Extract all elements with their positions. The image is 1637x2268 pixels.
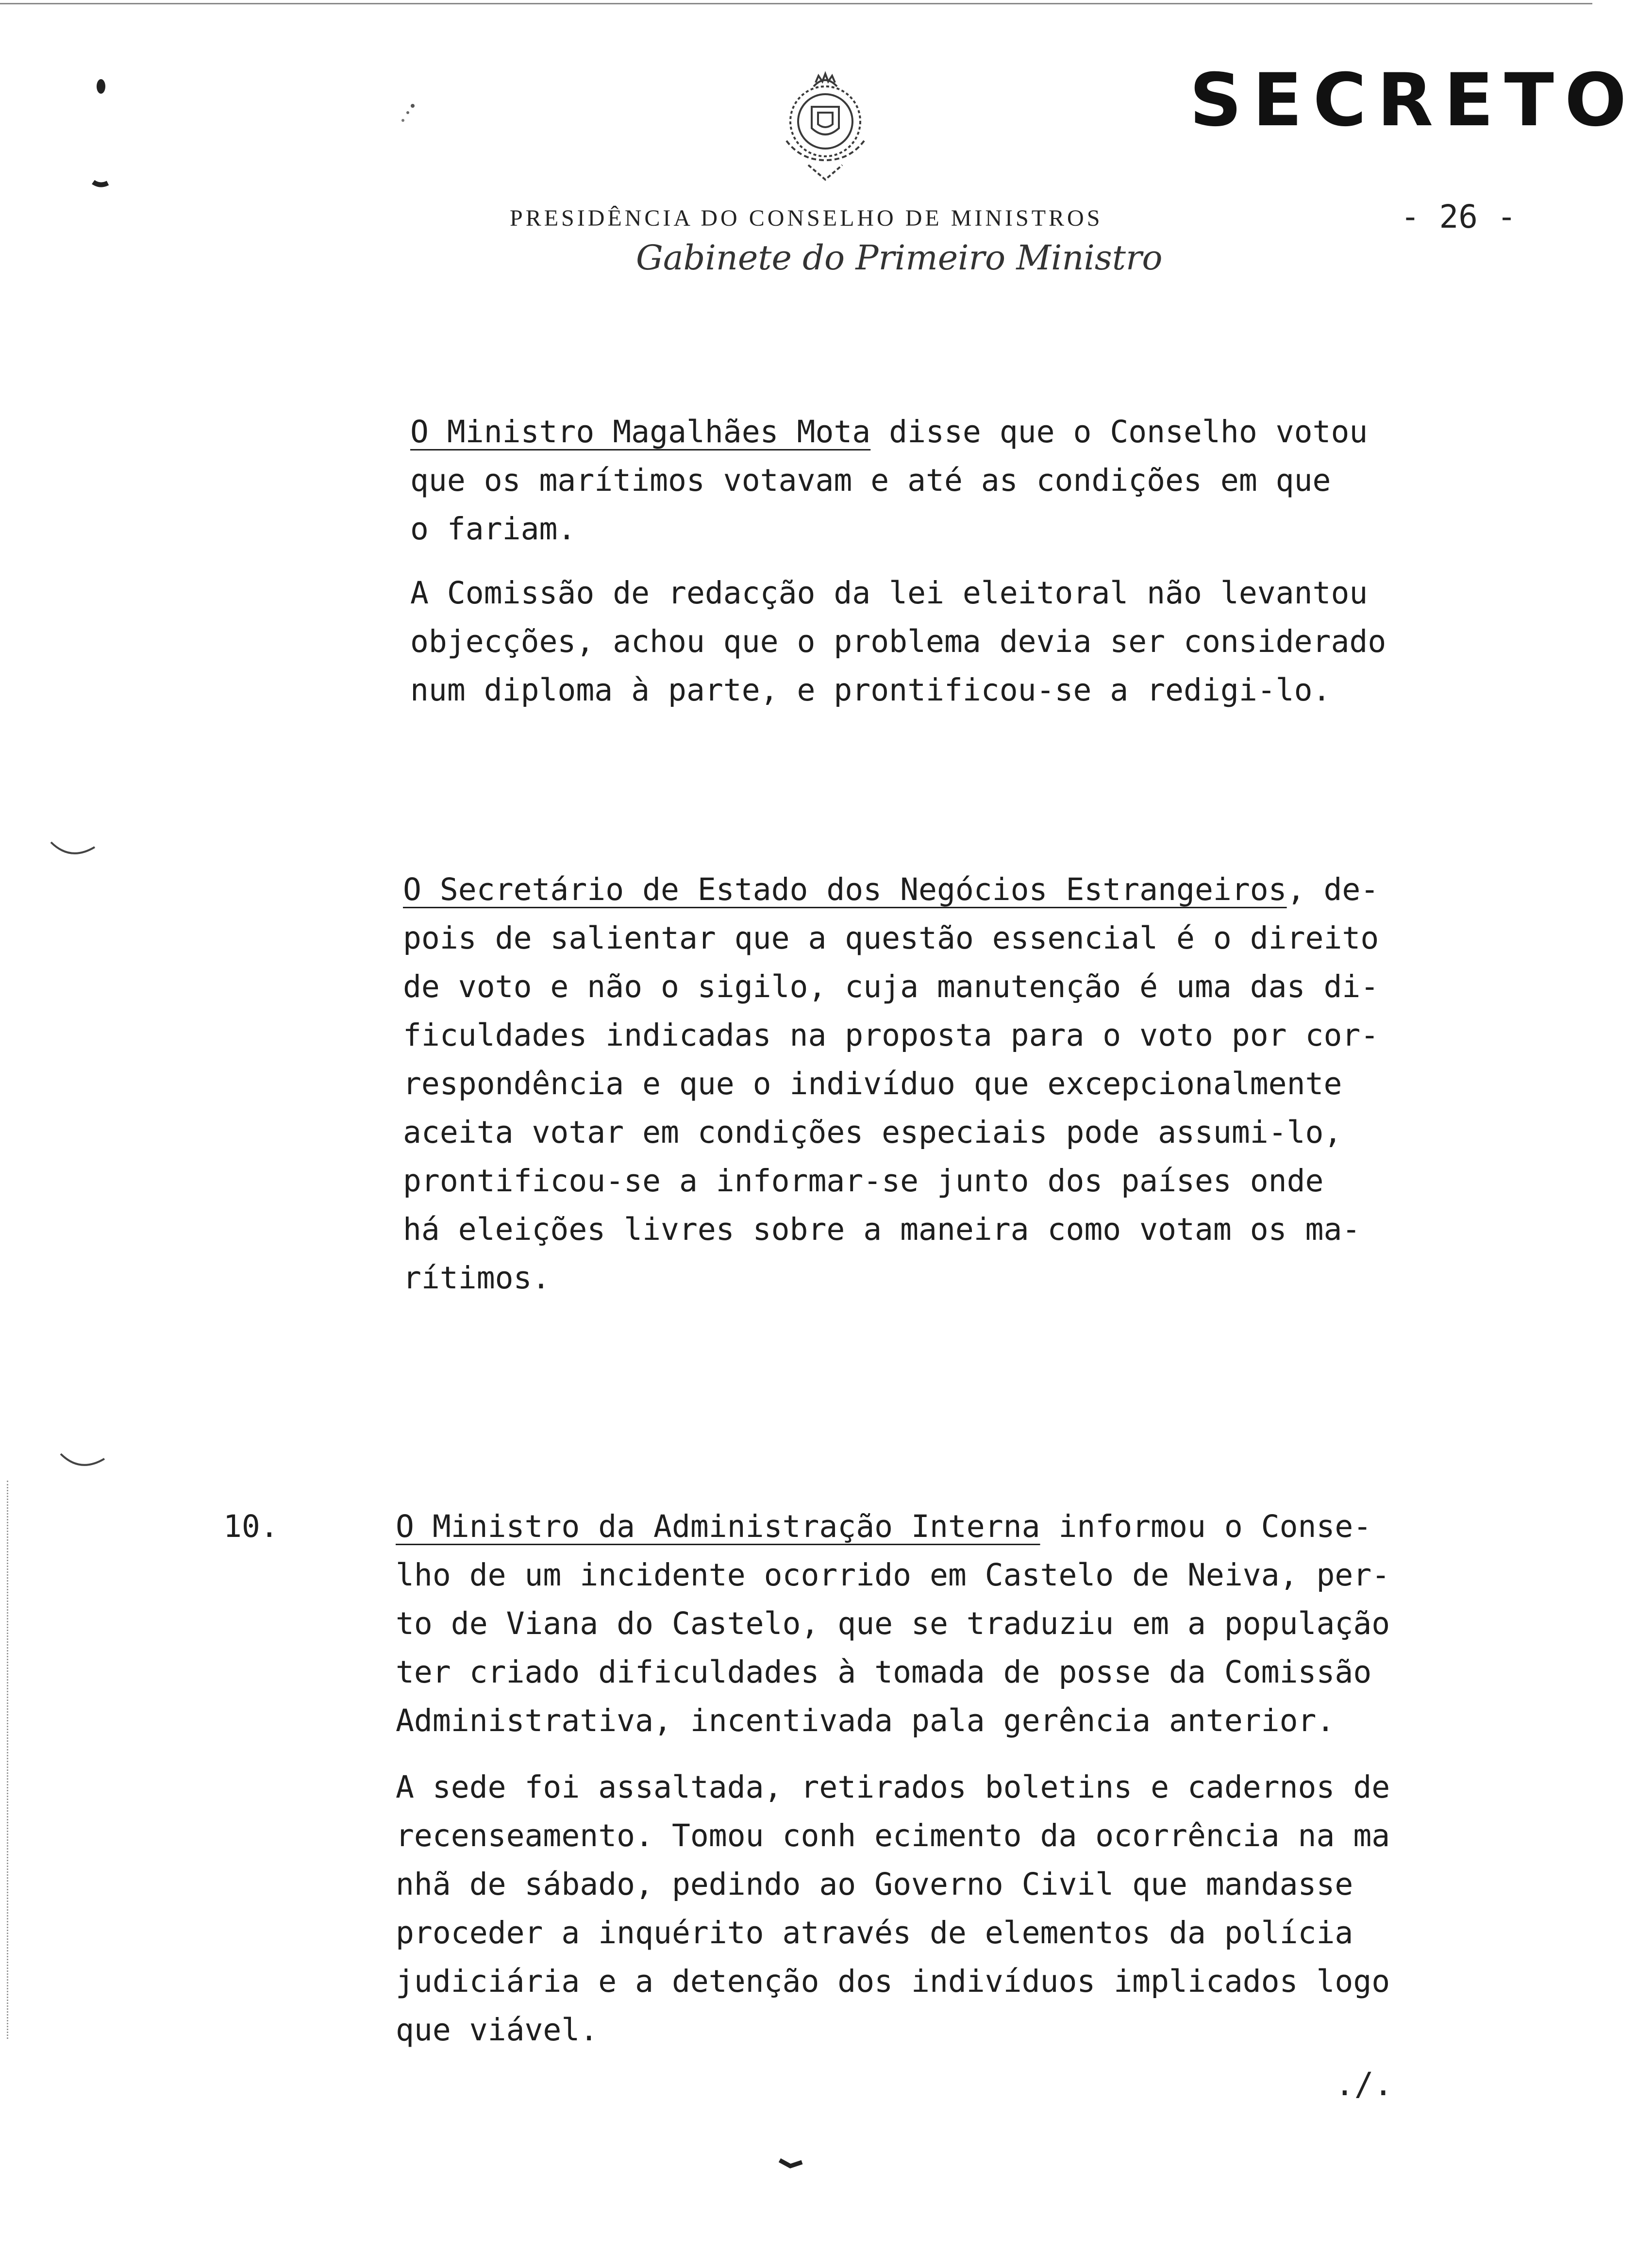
speaker-name: O Ministro da Administração Interna (396, 1509, 1040, 1544)
paragraph-2 (410, 569, 1386, 715)
paragraph-line: objecções, achou que o problema devia ser considerado (410, 624, 1386, 659)
paragraph-line: ficuldades indicadas na proposta para o voto por cor- (403, 1017, 1379, 1053)
paragraph-line: prontificou-se a informar-se junto dos países onde (403, 1163, 1324, 1199)
punch-hole-mark-icon (58, 1451, 107, 1471)
top-edge-rule (0, 3, 1592, 4)
paragraph-line: pois de salientar que a questão essencial é o direito (403, 920, 1379, 956)
speck-marks (384, 97, 422, 136)
coat-of-arms-seal-icon (767, 68, 884, 189)
speaker-name: O Secretário de Estado dos Negócios Estrangeiros (403, 872, 1287, 907)
left-edge-dotted-line (7, 1481, 10, 2039)
paragraph-line: Administrativa, incentivada pala gerência anterior. (396, 1703, 1335, 1738)
paragraph-line: , de- (1286, 872, 1379, 907)
paragraph-line: judiciária e a detenção dos indivíduos implicados logo (396, 1964, 1390, 1999)
paragraph-line: de voto e não o sigilo, cuja manutenção é uma das di- (403, 969, 1379, 1004)
speck-marks (777, 2155, 806, 2175)
paragraph-1 (410, 408, 1368, 553)
paragraph-line: respondência e que o indivíduo que excepcionalmente (403, 1066, 1342, 1101)
classification-stamp: SECRETO (1189, 58, 1637, 143)
header-title: PRESIDÊNCIA DO CONSELHO DE MINISTROS (510, 205, 1103, 231)
paragraph-line: to de Viana do Castelo, que se traduziu em a população (396, 1606, 1390, 1641)
paragraph-line: num diploma à parte, e prontificou-se a redigi-lo. (410, 672, 1331, 708)
paragraph-line: aceita votar em condições especiais pode assumi-lo, (403, 1115, 1342, 1150)
paragraph-line: proceder a inquérito através de elementos da polícia (396, 1915, 1353, 1951)
paragraph-5 (396, 1763, 1390, 2054)
header-subtitle: Gabinete do Primeiro Ministro (636, 238, 1163, 278)
speaker-name: O Ministro Magalhães Mota (410, 414, 871, 450)
paragraph-line: recenseamento. Tomou conh ecimento da ocorrência na ma (396, 1818, 1390, 1853)
paragraph-line: ter criado dificuldades à tomada de posse da Comissão (396, 1654, 1372, 1690)
paragraph-3 (403, 866, 1379, 1302)
continuation-mark: ./. (1335, 2066, 1393, 2103)
margin-ink-marks (87, 73, 117, 199)
paragraph-line: A Comissão de redacção da lei eleitoral não levantou (410, 575, 1368, 611)
paragraph-line: há eleições livres sobre a maneira como votam os ma- (403, 1212, 1361, 1247)
item-number: 10. (223, 1509, 279, 1544)
punch-hole-mark-icon (49, 840, 97, 859)
paragraph-line: lho de um incidente ocorrido em Castelo de Neiva, per- (396, 1557, 1390, 1593)
paragraph-line: rítimos. (403, 1260, 551, 1296)
page-number: - 26 - (1401, 198, 1517, 235)
paragraph-4 (396, 1502, 1390, 1745)
paragraph-line: A sede foi assaltada, retirados boletins e cadernos de (396, 1769, 1390, 1805)
paragraph-line: nhã de sábado, pedindo ao Governo Civil que mandasse (396, 1867, 1353, 1902)
paragraph-line: que os marítimos votavam e até as condições em que (410, 463, 1331, 498)
paragraph-line: informou o Conse- (1040, 1509, 1372, 1544)
paragraph-line: que viável. (396, 2012, 599, 2048)
paragraph-line: o fariam. (410, 511, 576, 547)
paragraph-line: disse que o Conselho votou (870, 414, 1368, 450)
